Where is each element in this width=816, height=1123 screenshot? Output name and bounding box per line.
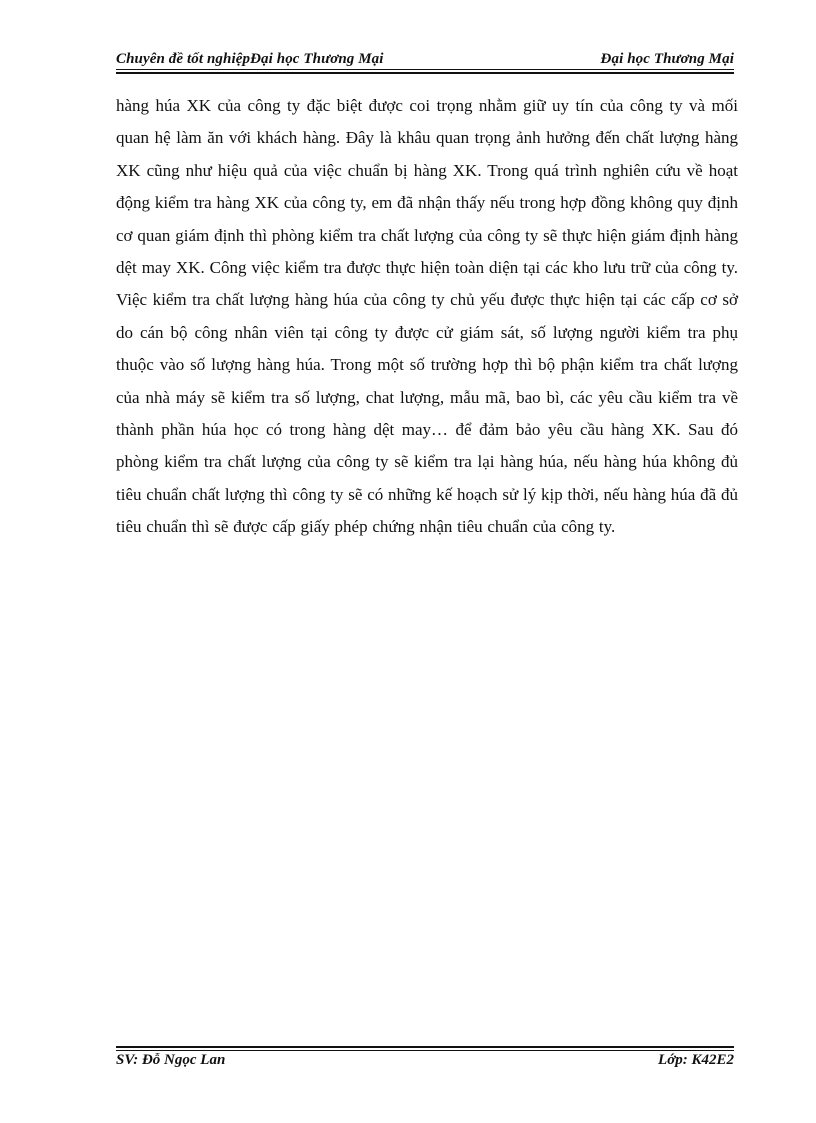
header-left-title: Chuyên đề tốt nghiệpĐại học Thương Mại — [116, 51, 384, 67]
footer-rule-top — [116, 1046, 734, 1048]
header-right-title: Đại học Thương Mại — [600, 51, 734, 67]
page-footer — [116, 1052, 734, 1072]
body-paragraph: hàng húa XK của công ty đặc biệt được coi trọng nhằm giữ uy tín của công ty và mối quan hệ làm ăn với khách hàng. Đây là khâu quan trọng ảnh hưởng đến chất lượng hàng XK cũng như hiệu quả của việc chuẩn bị hàng XK. Trong quá trình nghiên cứu về hoạt động kiểm tra hàng XK của công ty, em đã nhận thấy nếu trong hợp đồng không quy định cơ quan giám định thì phòng kiểm tra chất lượng của công ty sẽ thực hiện giám định hàng dệt may XK. Công việc kiểm tra được thực hiện toàn diện tại các kho lưu trữ của công ty. Việc kiểm tra chất lượng hàng húa của công ty chủ yếu được thực hiện tại các cấp cơ sở do cán bộ công nhân viên tại công ty được cử giám sát, số lượng người kiểm tra phụ thuộc vào số lượng hàng húa. Trong một số trường hợp thì bộ phận kiểm tra chất lượng của nhà máy sẽ kiểm tra số lượng, chat lượng, mẫu mã, bao bì, các yêu cầu kiểm tra về thành phần húa học có trong hàng dệt may… để đảm bảo yêu cầu hàng XK. Sau đó phòng kiểm tra chất lượng của công ty sẽ kiểm tra lại hàng húa, nếu hàng húa không đủ tiêu chuẩn chất lượng thì công ty sẽ có những kế hoạch sử lý kịp thời, nếu hàng húa đã đủ tiêu chuẩn thì sẽ được cấp giấy phép chứng nhận tiêu chuẩn của công ty. — [116, 96, 738, 537]
footer-rule-bottom — [116, 1050, 734, 1051]
header-rule-bottom — [116, 72, 734, 74]
footer-class: Lớp: K42E2 — [658, 1052, 734, 1068]
page-header — [116, 48, 734, 68]
footer-student-name: SV: Đỗ Ngọc Lan — [116, 1052, 226, 1068]
header-rule-top — [116, 69, 734, 70]
